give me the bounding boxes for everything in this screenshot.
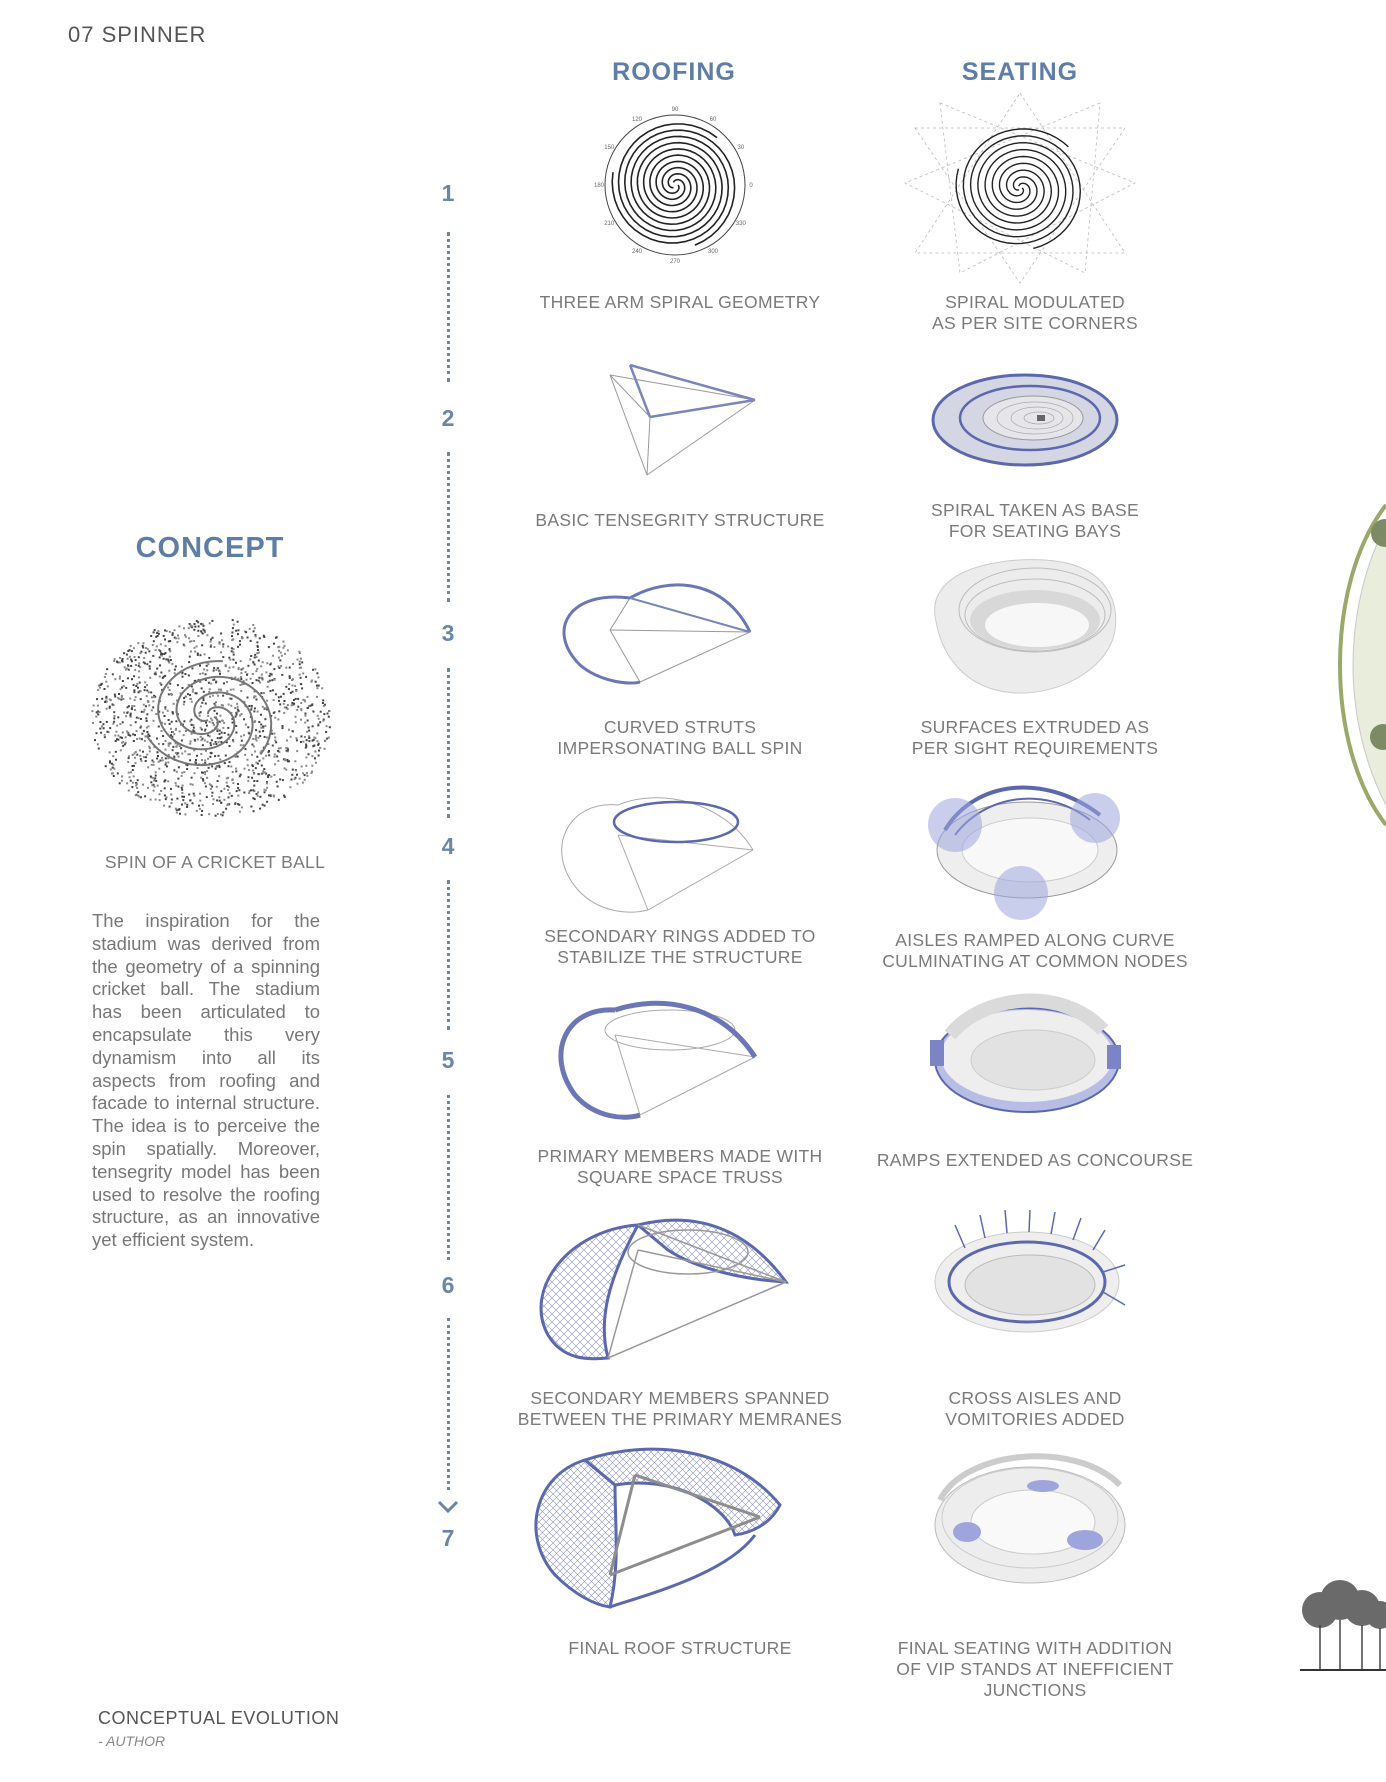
- timeline-dots: [447, 232, 450, 382]
- trees-elevation-fragment: [1300, 1570, 1386, 1680]
- step-number-6: 6: [441, 1272, 455, 1298]
- roofing-caption-line: CURVED STRUTS: [603, 717, 757, 737]
- roofing-caption-line: BASIC TENSEGRITY STRUCTURE: [535, 510, 825, 530]
- step-number-7: 7: [441, 1525, 455, 1551]
- page-title: 07 SPINNER: [68, 22, 207, 47]
- tensegrity-structure-diagram: [585, 355, 760, 485]
- roofing-caption-line: SECONDARY MEMBERS SPANNED: [530, 1388, 830, 1408]
- seating-caption-line: PER SIGHT REQUIREMENTS: [911, 738, 1159, 758]
- concourse-ramps-diagram: [925, 990, 1130, 1125]
- roofing-heading: ROOFING: [612, 58, 736, 86]
- seating-caption-line: JUNCTIONS: [983, 1680, 1087, 1700]
- polar-angle-label: 0: [749, 183, 753, 189]
- figure-title: CONCEPTUAL EVOLUTION: [98, 1708, 340, 1728]
- polar-spiral-diagram: [595, 105, 755, 265]
- concept-description: The inspiration for the stadium was derived from the geometry of a spinning cricket ball. The stadium has been articulated to encapsulate this very dynamism into all its aspects from roofing and facade to internal structure. The idea is to perceive the spin spatially. Moreover, tensegrity model has been used to resolve the roofing structure, as an innovative yet efficient system.: [92, 910, 320, 1251]
- seating-caption-line: SPIRAL TAKEN AS BASE: [931, 500, 1139, 520]
- timeline-dots: [447, 668, 450, 818]
- polar-angle-label: 60: [709, 117, 717, 124]
- figure-credit: - AUTHOR: [98, 1733, 166, 1749]
- timeline-dots: [447, 1095, 450, 1260]
- polar-angle-label: 300: [707, 248, 719, 255]
- chevron-down-icon: [437, 1500, 459, 1514]
- roofing-caption-line: BETWEEN THE PRIMARY MEMRANES: [517, 1409, 843, 1429]
- primary-members-truss-diagram: [540, 995, 770, 1130]
- seating-caption-line: SPIRAL MODULATED: [945, 292, 1125, 312]
- seating-caption-line: VOMITORIES ADDED: [945, 1409, 1125, 1429]
- roofing-caption-line: FINAL ROOF STRUCTURE: [568, 1638, 792, 1658]
- seating-caption-line: SURFACES EXTRUDED AS: [920, 717, 1150, 737]
- ramped-aisles-diagram: [925, 775, 1130, 920]
- final-seating-vip-stands-diagram: [925, 1440, 1135, 1595]
- roofing-caption-line: IMPERSONATING BALL SPIN: [557, 738, 803, 758]
- polar-angle-label: 240: [631, 248, 643, 255]
- secondary-rings-diagram: [548, 790, 768, 920]
- timeline-dots: [447, 1318, 450, 1490]
- timeline-dots: [447, 880, 450, 1030]
- seating-bays-spiral-diagram: [925, 360, 1125, 480]
- seating-caption-line: RAMPS EXTENDED AS CONCOURSE: [876, 1150, 1194, 1170]
- polar-angle-label: 90: [671, 107, 679, 113]
- seating-caption-line: AS PER SITE CORNERS: [931, 313, 1139, 333]
- polar-angle-label: 30: [737, 145, 745, 151]
- step-number-4: 4: [441, 833, 455, 859]
- seating-caption-line: CROSS AISLES AND: [948, 1388, 1122, 1408]
- polar-angle-label: 210: [604, 221, 615, 227]
- seating-caption-line: CULMINATING AT COMMON NODES: [882, 951, 1188, 971]
- polar-angle-label: 180: [593, 183, 605, 189]
- site-plan-fragment: [1335, 505, 1386, 825]
- roofing-caption-line: SECONDARY RINGS ADDED TO: [544, 926, 816, 946]
- spiral-site-corners-diagram: [900, 88, 1140, 283]
- curved-struts-diagram: [540, 570, 770, 690]
- seating-caption-line: OF VIP STANDS AT INEFFICIENT: [896, 1659, 1174, 1679]
- step-number-5: 5: [441, 1047, 455, 1073]
- step-number-3: 3: [441, 620, 455, 646]
- cross-aisles-vomitories-diagram: [925, 1210, 1130, 1345]
- roofing-caption-line: STABILIZE THE STRUCTURE: [557, 947, 803, 967]
- step-number-2: 2: [441, 405, 455, 431]
- seating-heading: SEATING: [961, 58, 1079, 86]
- seating-caption-line: FOR SEATING BAYS: [948, 521, 1122, 541]
- final-roof-structure-diagram: [525, 1445, 785, 1610]
- roofing-caption-line: THREE ARM SPIRAL GEOMETRY: [539, 292, 821, 312]
- polar-angle-label: 270: [669, 259, 681, 265]
- timeline-dots: [447, 452, 450, 602]
- cricket-ball-spin-image: [85, 612, 355, 827]
- step-number-1: 1: [441, 180, 455, 206]
- polar-angle-label: 330: [735, 221, 746, 227]
- seating-caption-line: AISLES RAMPED ALONG CURVE: [895, 930, 1175, 950]
- concept-image-caption: SPIN OF A CRICKET BALL: [104, 852, 326, 872]
- polar-angle-label: 120: [631, 117, 643, 124]
- concept-heading: CONCEPT: [135, 532, 285, 564]
- extruded-seating-surfaces-diagram: [925, 555, 1125, 700]
- roofing-caption-line: SQUARE SPACE TRUSS: [576, 1167, 784, 1187]
- seating-caption-line: FINAL SEATING WITH ADDITION: [897, 1638, 1173, 1658]
- roofing-caption-line: PRIMARY MEMBERS MADE WITH: [537, 1146, 823, 1166]
- polar-angle-label: 150: [604, 145, 615, 151]
- secondary-members-membrane-diagram: [528, 1210, 788, 1365]
